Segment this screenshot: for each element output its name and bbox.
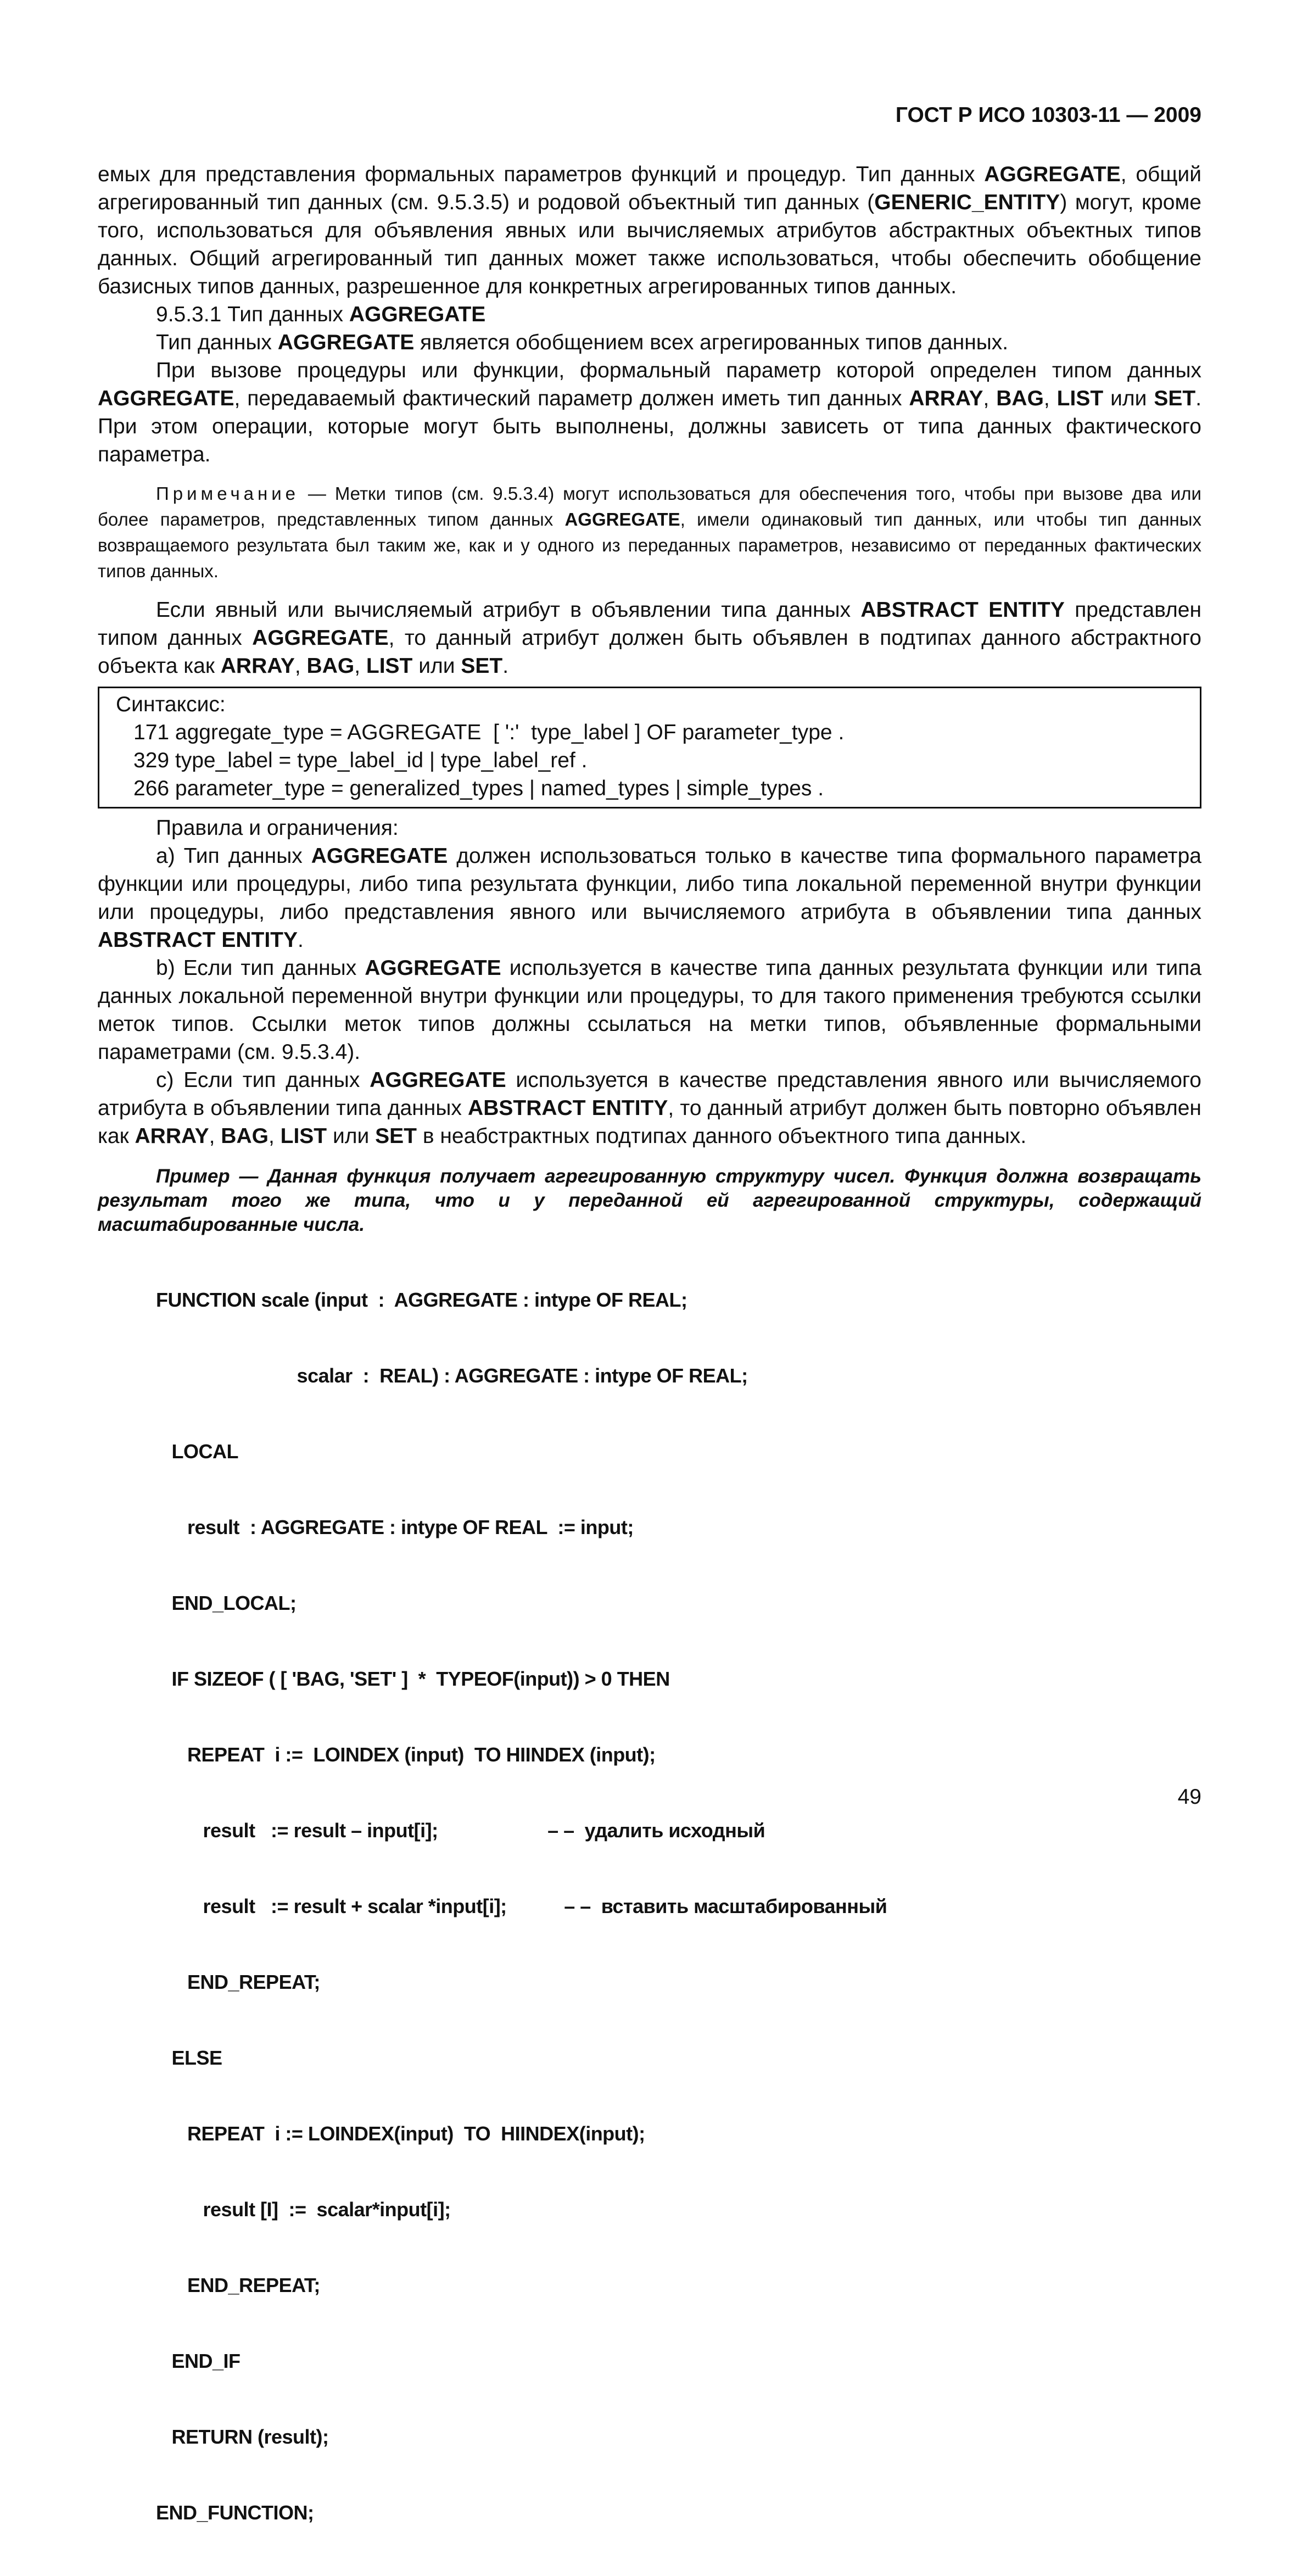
code-line: result := result – input[i]; – – удалить исходный — [156, 1819, 765, 1842]
code-line: END_REPEAT; — [156, 1971, 320, 1993]
code-line: END_IF — [156, 2350, 241, 2372]
note: Примечание — Метки типов (см. 9.5.3.4) могут использоваться для обеспечения того, чтобы при вызове два или более параметров, представленных типом данных AGGREGATE, имели одинаковый тип данных, или чтобы тип данных возвращаемого результата был таким же, как и у одного из переданных параметров, независимо от переданных фактических типов данных. — [98, 483, 1201, 581]
code-line: result [I] := scalar*input[i]; — [156, 2198, 451, 2221]
rule-c: c) Если тип данных AGGREGATE используется в качестве представления явного или вычисляемого атрибута в объявлении типа данных ABSTRACT ENTITY, то данный атрибут должен быть повторно объявлен как ARRAY, BAG, LIST или SET в неабстрактных подтипах данного объектного типа данных. — [98, 1068, 1201, 1148]
code-listing — [98, 1237, 1201, 2576]
code-line: RETURN (result); — [156, 2426, 329, 2448]
code-line: result := result + scalar *input[i]; – – вставить масштабированный — [156, 1895, 887, 1917]
example-text: Пример — Данная функция получает агрегированную структуру чисел. Функция должна возвращать результат того же типа, что и у переданной ей агрегированной структуры, содержащий масштабированные числа. — [98, 1166, 1201, 1235]
code-line: REPEAT i := LOINDEX (input) TO HIINDEX (input); — [156, 1743, 656, 1766]
code-line: result : AGGREGATE : intype OF REAL := input; — [156, 1516, 634, 1538]
code-line: FUNCTION scale (input : AGGREGATE : intype OF REAL; — [156, 1289, 687, 1311]
code-line: scalar : REAL) : AGGREGATE : intype OF REAL; — [156, 1364, 748, 1387]
syntax-title: Синтаксис: — [116, 693, 226, 716]
paragraph-definition: Тип данных AGGREGATE является обобщением всех агрегированных типов данных. — [156, 331, 1009, 354]
code-line: END_REPEAT; — [156, 2274, 320, 2296]
paragraph-intro: емых для представления формальных параметров функций и процедур. Тип данных AGGREGATE, общий агрегированный тип данных (см. 9.5.3.5) и родовой объектный тип данных (GENERIC_ENTITY) могут, кроме того, использоваться для объявления явных или вычисляемых атрибутов абстрактных объектных типов данных. Общий агрегированный тип данных может также использоваться, чтобы обеспечить обобщение базисных типов данных, разрешенное для конкретных агрегированных типов данных. — [98, 163, 1202, 298]
section-title: 9.5.3.1 Тип данных AGGREGATE — [156, 303, 486, 326]
code-line: IF SIZEOF ( [ 'BAG, 'SET' ] * TYPEOF(input)) > 0 THEN — [156, 1668, 670, 1690]
code-line: END_FUNCTION; — [156, 2501, 314, 2524]
page-number: 49 — [1177, 1785, 1201, 1809]
rule-b: b) Если тип данных AGGREGATE используется в качестве типа данных результата функции или типа данных локальной переменной внутри функции или процедуры, то для такого применения требуются ссылки меток типов. Ссылки меток типов должны ссылаться на метки типов, объявленные формальными параметрами (см. 9.5.3.4). — [98, 956, 1201, 1064]
code-line: END_LOCAL; — [156, 1592, 297, 1614]
rules-title: Правила и ограничения: — [156, 816, 399, 840]
syntax-line: 171 aggregate_type = AGGREGATE [ ':' type_label ] OF parameter_type . — [133, 721, 845, 744]
rule-a: a) Тип данных AGGREGATE должен использоваться только в качестве типа формального параметра функции или процедуры, либо типа результата функции, либо типа локальной переменной внутри функции или процедуры, либо представления явного или вычисляемого атрибута в объявлении типа данных ABSTRACT ENTITY. — [98, 844, 1202, 952]
syntax-box — [98, 687, 1201, 809]
code-line: LOCAL — [156, 1440, 238, 1463]
paragraph-abstract: Если явный или вычисляемый атрибут в объявлении типа данных ABSTRACT ENTITY представлен типом данных AGGREGATE, то данный атрибут должен быть объявлен в подтипах данного абстрактного объекта как ARRAY, BAG, LIST или SET. — [98, 598, 1202, 678]
code-line: ELSE — [156, 2047, 222, 2069]
syntax-line: 266 parameter_type = generalized_types | named_types | simple_types . — [133, 777, 824, 800]
document-page — [98, 0, 1202, 2524]
code-line: REPEAT i := LOINDEX(input) TO HIINDEX(input); — [156, 2122, 645, 2145]
standard-header: ГОСТ Р ИСО 10303-11 — 2009 — [895, 103, 1201, 127]
paragraph-call: При вызове процедуры или функции, формальный параметр которой определен типом данных AGGREGATE, передаваемый фактический параметр должен иметь тип данных ARRAY, BAG, LIST или SET. При этом операции, которые могут быть выполнены, должны зависеть от типа данных фактического параметра. — [98, 359, 1202, 466]
syntax-line: 329 type_label = type_label_id | type_label_ref . — [133, 749, 588, 772]
page-body — [98, 160, 1201, 2576]
